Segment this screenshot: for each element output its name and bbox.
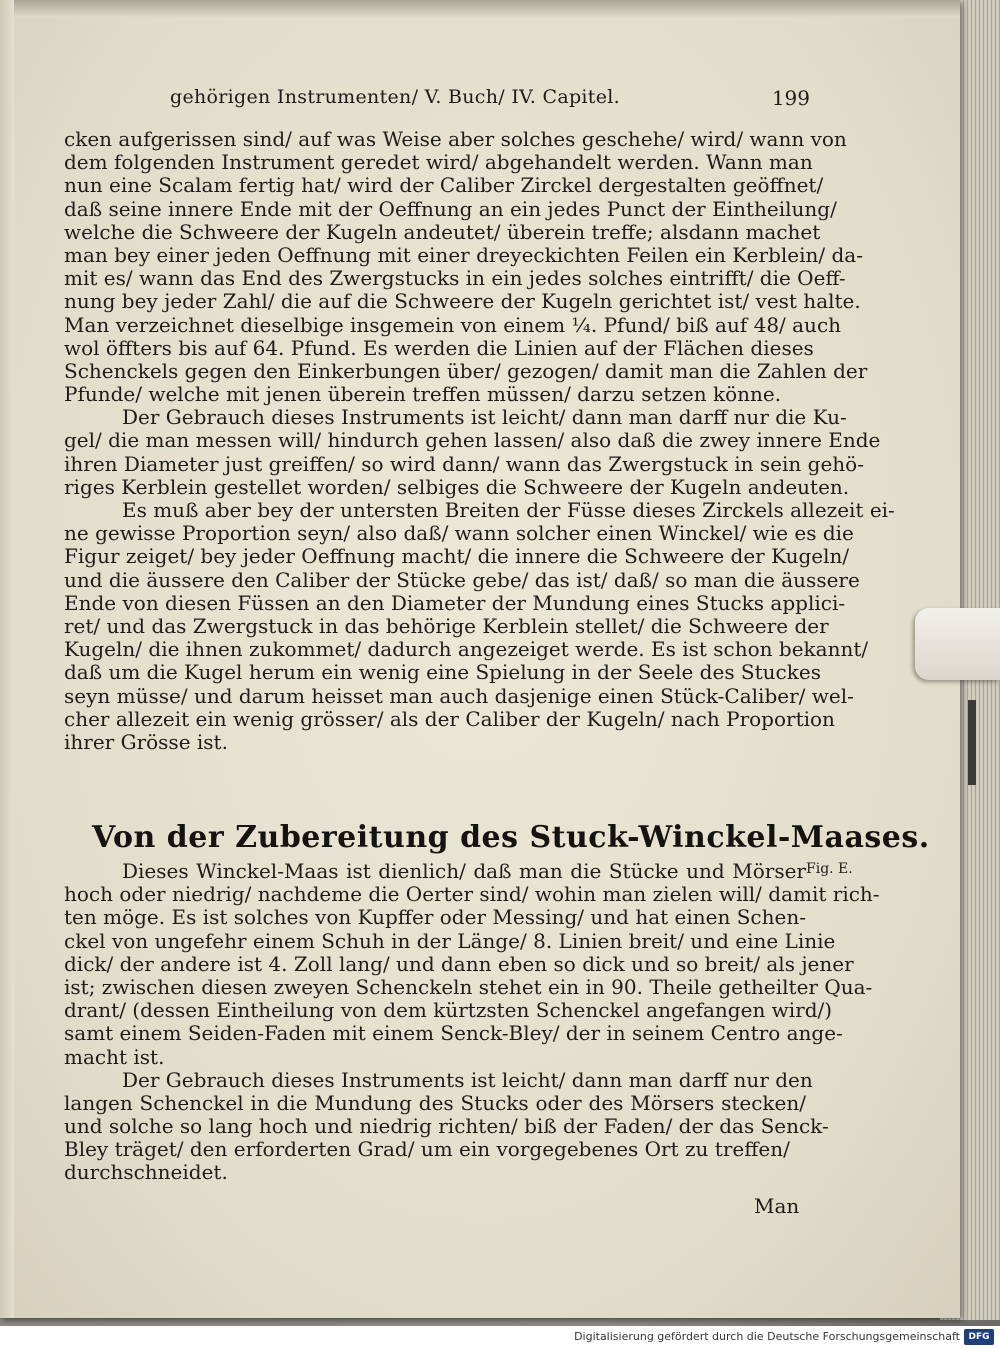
body-text-block-1	[64, 127, 895, 754]
text-line: nun eine Scalam fertig hat/ wird der Caliber Zirckel dergestalten geöffnet/	[64, 173, 824, 198]
page-top-shadow	[0, 0, 960, 18]
page-header	[170, 86, 810, 116]
text-line: Der Gebrauch dieses Instruments ist leicht/ dann man darff nur die Ku-	[122, 405, 847, 430]
text-line: ckel von ungefehr einem Schuh in der Länge/ 8. Linien breit/ und eine Linie	[64, 928, 836, 953]
text-line: daß seine innere Ende mit der Oeffnung an ein jedes Punct der Eintheilung/	[64, 196, 837, 221]
text-line: Figur zeiget/ bey jeder Oeffnung macht/ die innere die Schweere der Kugeln/	[64, 544, 850, 569]
text-line: Der Gebrauch dieses Instruments ist leicht/ dann man darff nur den	[122, 1067, 813, 1092]
text-line: Es muß aber bey der untersten Breiten der Füsse dieses Zirckels allezeit ei-	[122, 498, 895, 522]
text-line: ihren Diameter just greiffen/ so wird dann/ wann das Zwergstuck in sein gehö-	[64, 451, 864, 476]
text-line: ihrer Grösse ist.	[64, 729, 228, 754]
text-line: dick/ der andere ist 4. Zoll lang/ und dann eben so dick und so breit/ als jener	[64, 951, 854, 976]
text-line: gel/ die man messen will/ hindurch gehen lassen/ also daß die zwey innere Ende	[64, 428, 881, 453]
text-line: durchschneidet.	[64, 1160, 228, 1185]
margin-note-figure: Fig. E.	[806, 861, 853, 877]
text-line: ist; zwischen diesen zweyen Schenckeln stehet ein in 90. Theile getheilter Qua-	[64, 974, 873, 999]
page-number: 199	[771, 86, 810, 110]
text-line: Pfunde/ welche mit jenen überein treffen müssen/ darzu setzen könne.	[64, 382, 782, 407]
text-line: Ende von diesen Füssen an den Diameter der Mundung eines Stucks applici-	[64, 590, 846, 615]
dfg-logo: DFG	[964, 1329, 994, 1345]
text-line: dem folgenden Instrument geredet wird/ abgehandelt werden. Wann man	[64, 150, 813, 175]
text-line: seyn müsse/ und darum heisset man auch dasjenige einen Stück-Caliber/ wel-	[64, 683, 854, 708]
text-line: cher allezeit ein wenig grösser/ als der Caliber der Kugeln/ nach Proportion	[64, 706, 835, 731]
text-line: und die äussere den Caliber der Stücke gebe/ das ist/ daß/ so man die äussere	[64, 567, 860, 592]
text-line: Kugeln/ die ihnen zukommet/ dadurch angezeiget werde. Es ist schon bekannt/	[64, 637, 869, 662]
footer-credit: Digitalisierung gefördert durch die Deutsche Forschungsgemeinschaft	[574, 1330, 960, 1343]
text-line: man bey einer jeden Oeffnung mit einer dreyeckichten Feilen ein Kerblein/ da-	[64, 242, 863, 267]
text-line: Schenckels gegen den Einkerbungen über/ gezogen/ damit man die Zahlen der	[64, 358, 868, 383]
text-line: nung bey jeder Zahl/ die auf die Schweere der Kugeln gerichtet ist/ vest halte.	[64, 289, 861, 314]
section-heading: Von der Zubereitung des Stuck-Winckel-Maases.	[92, 820, 930, 855]
catchword: Man	[754, 1194, 800, 1218]
text-line: langen Schenckel in die Mundung des Stucks oder des Mörsers stecken/	[64, 1090, 806, 1115]
text-line: samt einem Seiden-Faden mit einem Senck-Bley/ der in seinem Centro ange-	[64, 1021, 843, 1046]
text-line: und solche so lang hoch und niedrig richten/ biß der Faden/ der das Senck-	[64, 1114, 829, 1139]
text-line: riges Kerblein gestellet worden/ selbiges die Schweere der Kugeln andeuten.	[64, 474, 850, 499]
text-line: Man verzeichnet dieselbige insgemein von einem ¼. Pfund/ biß auf 48/ auch	[64, 312, 842, 337]
page-clip	[915, 608, 1000, 680]
clip-bar	[968, 700, 976, 785]
text-line: wol öffters bis auf 64. Pfund. Es werden die Linien auf der Flächen dieses	[64, 335, 814, 360]
text-line: ne gewisse Proportion seyn/ also daß/ wann solcher einen Winckel/ wie es die	[64, 521, 854, 546]
text-line: Dieses Winckel-Maas ist dienlich/ daß man die Stücke und Mörser	[122, 859, 806, 883]
text-line: macht ist.	[64, 1044, 165, 1069]
text-line: daß um die Kugel herum ein wenig eine Spielung in der Seele des Stuckes	[64, 660, 821, 685]
text-line: welche die Schweere der Kugeln andeutet/ überein treffe; alsdann machet	[64, 219, 821, 244]
text-line: mit es/ wann das End des Zwergstucks in ein jedes solches eintrifft/ die Oeff-	[64, 266, 846, 291]
text-line: drant/ (dessen Eintheilung von dem kürtzsten Schenckel angefangen wird/)	[64, 998, 833, 1023]
text-line: cken aufgerissen sind/ auf was Weise aber solches geschehe/ wird/ wann von	[64, 127, 847, 151]
text-line: ret/ und das Zwergstuck in das behörige Kerblein stellet/ die Schweere der	[64, 613, 829, 638]
text-line: Bley träget/ den erforderten Grad/ um ein vorgegebenes Ort zu treffen/	[64, 1137, 790, 1162]
text-line: hoch oder niedrig/ nachdeme die Oerter sind/ wohin man zielen will/ damit rich-	[64, 882, 880, 907]
page-left-shadow	[0, 0, 14, 1318]
running-head: gehörigen Instrumenten/ V. Buch/ IV. Capitel.	[170, 86, 621, 108]
text-line: ten möge. Es ist solches von Kupffer oder Messing/ und hat einen Schen-	[64, 905, 806, 930]
